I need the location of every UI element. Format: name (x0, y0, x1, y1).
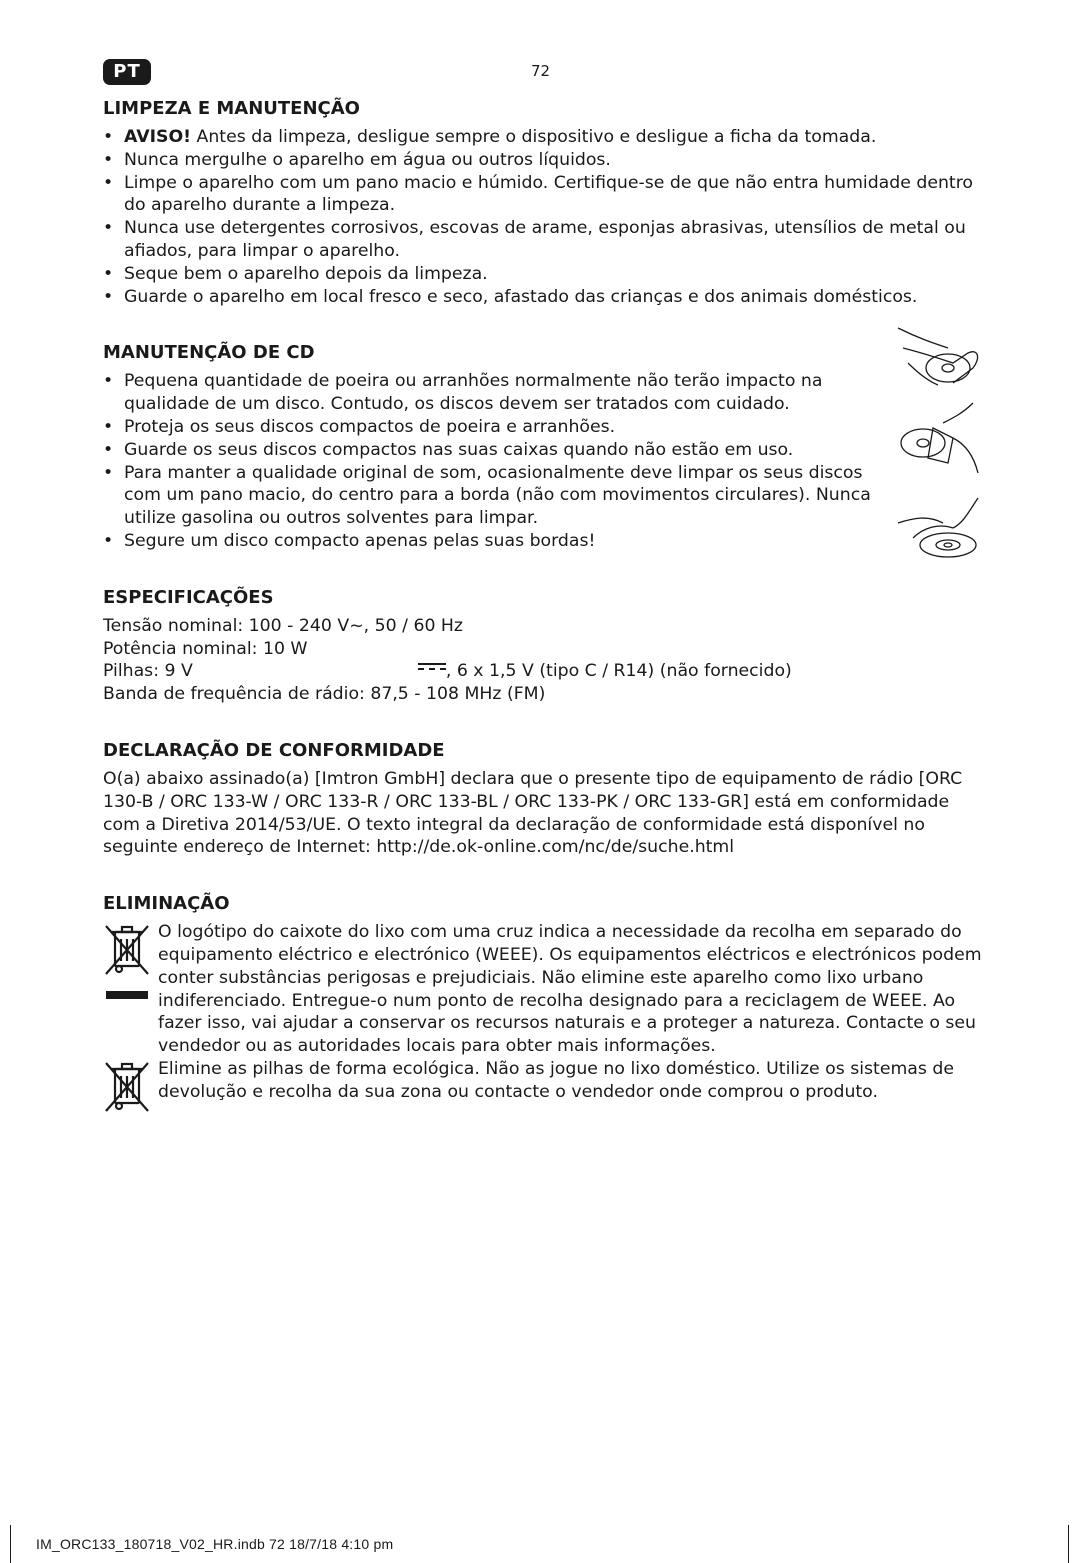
list-item: • Pequena quantidade de poeira ou arranhões normalmente não terão impacto na qualidade de um disco. Contudo, os discos devem ser tratados com cuidado. (103, 370, 903, 416)
cd-maintenance-list (103, 370, 903, 552)
list-item: • Limpe o aparelho com um pano macio e húmido. Certifique-se de que não entra humidade dentro do aparelho durante a limpeza. (103, 172, 983, 218)
crop-mark (1068, 1525, 1069, 1563)
list-item: • Guarde o aparelho em local fresco e seco, afastado das crianças e dos animais domésticos. (103, 286, 983, 309)
disposal-section (103, 891, 983, 1103)
specifications-section (103, 585, 983, 706)
list-item: • Proteja os seus discos compactos de poeira e arranhões. (103, 416, 903, 439)
disposal-title: ELIMINAÇÃO (103, 893, 230, 915)
weee-text: O logótipo do caixote do lixo com uma cruz indica a necessidade da recolha em separado do equipamento eléctrico e electrónico (WEEE). Os equipamentos eléctricos e electrónicos podem conter substâncias perigosas e prejudiciais. Não elimine este aparelho como lixo urbano indiferenciado. Entregue-o num ponto de recolha designado para a reciclagem de WEEE. Ao fazer isso, vai ajudar a conservar os recursos naturais e a proteger a natureza. Contacte o seu vendedor ou as autoridades locais para obter mais informações. (158, 922, 982, 1057)
crop-mark (10, 1525, 11, 1563)
cd-maintenance-section (103, 340, 983, 552)
conformity-text: O(a) abaixo assinado(a) [Imtron GmbH] declara que o presente tipo de equipamento de rádio [ORC 130-B / ORC 133-W / ORC 133-R / ORC 133-BL / ORC 133-PK / ORC 133-GR] está em conformidade com a Diretiva 2014/53/UE. O texto integral da declaração de conformidade está disponível no seguinte endereço de Internet: http://de.ok-online.com/nc/de/suche.html (103, 768, 963, 858)
warning-label: AVISO! (124, 127, 192, 147)
list-item: • Nunca mergulhe o aparelho em água ou outros líquidos. (103, 149, 983, 172)
spec-radio-band: Banda de frequência de rádio: 87,5 - 108 MHz (FM) (103, 684, 546, 705)
list-item (103, 126, 983, 149)
cd-handling-illustration (893, 323, 983, 563)
print-info-footer: IM_ORC133_180718_V02_HR.indb 72 18/7/18 4:10 pm (36, 1536, 394, 1552)
list-item: • Seque bem o aparelho depois da limpeza. (103, 263, 983, 286)
spec-batteries-label: Pilhas: 9 V (103, 661, 193, 682)
dc-symbol-icon (418, 663, 446, 675)
page-content (103, 96, 983, 1126)
language-badge: PT (103, 59, 151, 85)
spec-batteries-detail-wrap (418, 660, 792, 683)
page-number: 72 (530, 62, 551, 80)
spec-batteries-detail: , 6 x 1,5 V (tipo C / R14) (não fornecido) (445, 661, 792, 682)
hand-gripping-disc-edge-icon (898, 498, 978, 557)
hand-cleaning-disc-icon (901, 403, 978, 473)
crossed-bin-icon (103, 1060, 151, 1114)
list-item: • Nunca use detergentes corrosivos, escovas de arame, esponjas abrasivas, utensílios de metal ou afiados, para limpar o aparelho. (103, 217, 983, 263)
cleaning-title: LIMPEZA E MANUTENÇÃO (103, 98, 360, 119)
conformity-section (103, 738, 983, 859)
list-item: • Segure um disco compacto apenas pelas suas bordas! (103, 530, 903, 553)
warning-text: Antes da limpeza, desligue sempre o dispositivo e desligue a ficha da tomada. (191, 127, 877, 147)
hand-holding-disc-icon (898, 328, 978, 385)
battery-disposal-text: Elimine as pilhas de forma ecológica. Não as jogue no lixo doméstico. Utilize os sistemas de devolução e recolha da sua zona ou contacte o vendedor onde comprou o produto. (158, 1058, 954, 1102)
conformity-title: DECLARAÇÃO DE CONFORMIDADE (103, 739, 445, 761)
battery-disposal-block (103, 1058, 983, 1104)
list-item: • Guarde os seus discos compactos nas suas caixas quando não estão em uso. (103, 439, 903, 462)
spec-power: Potência nominal: 10 W (103, 638, 308, 659)
spec-batteries (103, 660, 983, 683)
weee-block (103, 921, 983, 1058)
cd-maintenance-title: MANUTENÇÃO DE CD (103, 342, 315, 364)
spec-voltage: Tensão nominal: 100 - 240 V~, 50 / 60 Hz (103, 615, 464, 636)
list-item: • Para manter a qualidade original de som, ocasionalmente deve limpar os seus discos com um pano macio, do centro para a borda (não com movimentos circulares). Nunca utilize gasolina ou outros solventes para limpar. (103, 462, 903, 530)
specifications-title: ESPECIFICAÇÕES (103, 586, 274, 608)
crossed-bin-icon (103, 923, 151, 1003)
cleaning-list (103, 126, 983, 308)
cleaning-section (103, 96, 983, 308)
